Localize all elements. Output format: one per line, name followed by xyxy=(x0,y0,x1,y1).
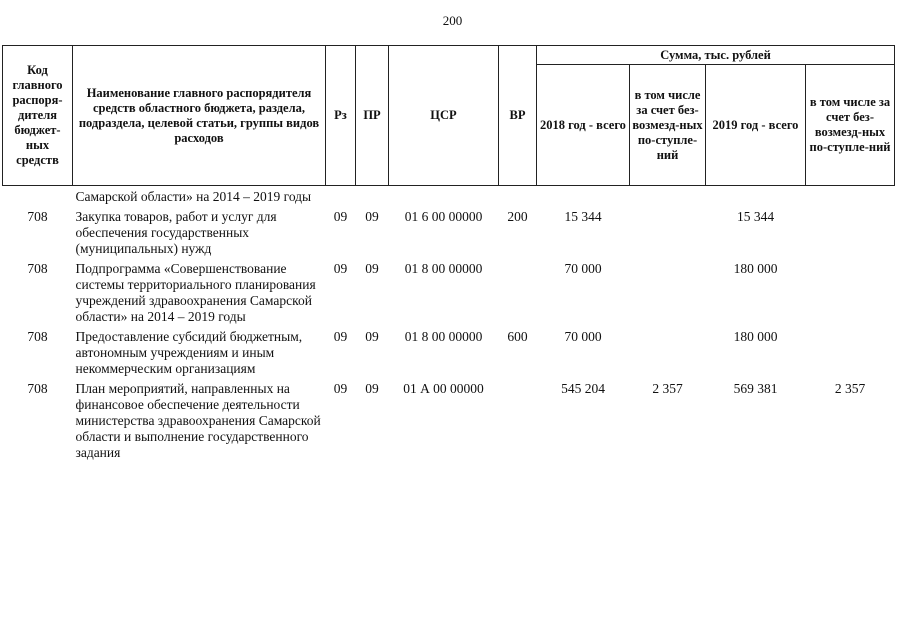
cell-vr: 600 xyxy=(507,329,528,344)
header-code: Код главного распоря-дителя бюджет-ных средств xyxy=(3,46,73,186)
cell-csr xyxy=(389,186,499,208)
header-name: Наименование главного распорядителя средств областного бюджета, раздела, подраздела, целевой статьи, группы видов расходов xyxy=(73,46,326,186)
cell-csr: 01 8 00 00000 xyxy=(404,329,483,344)
cell-code xyxy=(3,186,73,208)
cell-rz: 09 xyxy=(333,329,348,344)
cell-2018-total xyxy=(537,186,630,208)
page-number: 200 xyxy=(442,13,463,28)
cell-2018-grants: 2 357 xyxy=(652,381,683,396)
cell-2019-grants xyxy=(806,207,895,259)
cell-csr: 01 6 00 00000 xyxy=(404,209,483,224)
cell-code: 708 xyxy=(27,261,48,276)
table-row xyxy=(3,207,895,259)
header-csr: ЦСР xyxy=(389,46,499,186)
cell-2018-total: 70 000 xyxy=(564,329,602,344)
cell-csr: 01 8 00 00000 xyxy=(404,261,483,276)
cell-2018-total: 70 000 xyxy=(564,261,602,276)
cell-pr: 09 xyxy=(365,329,379,344)
cell-pr: 09 xyxy=(365,209,379,224)
cell-2019-grants xyxy=(806,186,895,208)
cell-pr xyxy=(356,186,389,208)
cell-2018-grants xyxy=(630,259,706,327)
header-2018-grants: в том числе за счет без-возмезд-ных по-ступле-ний xyxy=(630,65,706,186)
table-row xyxy=(3,327,895,379)
cell-name: Самарской области» на 2014 – 2019 годы xyxy=(75,189,312,204)
table-row xyxy=(3,186,895,208)
cell-2019-grants: 2 357 xyxy=(834,381,866,396)
cell-pr: 09 xyxy=(365,381,379,396)
cell-name: Закупка товаров, работ и услуг для обеспечения государственных (муниципальных) нужд xyxy=(75,209,277,256)
cell-vr: 200 xyxy=(507,209,528,224)
cell-vr xyxy=(499,379,537,463)
cell-name: План мероприятий, направленных на финансовое обеспечение деятельности министерства здравоохранения Самарской области и выполнение государственного задания xyxy=(75,381,321,460)
cell-2019-total: 15 344 xyxy=(736,209,775,224)
cell-2018-grants xyxy=(630,186,706,208)
table-row xyxy=(3,379,895,463)
header-vr: ВР xyxy=(499,46,537,186)
cell-2019-total xyxy=(706,186,806,208)
cell-2019-total: 180 000 xyxy=(733,329,778,344)
header-2019-grants: в том числе за счет без-возмезд-ных по-ступле-ний xyxy=(806,65,895,186)
cell-2019-grants xyxy=(806,259,895,327)
table-row xyxy=(3,259,895,327)
cell-rz: 09 xyxy=(333,209,348,224)
header-rz: Рз xyxy=(326,46,356,186)
cell-2018-total: 15 344 xyxy=(564,209,602,224)
cell-code: 708 xyxy=(27,381,48,396)
cell-rz xyxy=(326,186,356,208)
cell-rz: 09 xyxy=(333,261,348,276)
cell-2019-total: 569 381 xyxy=(733,381,778,396)
cell-code: 708 xyxy=(27,209,48,224)
table-body xyxy=(3,186,895,464)
budget-table xyxy=(2,45,895,463)
cell-vr xyxy=(499,259,537,327)
cell-2019-grants xyxy=(806,327,895,379)
cell-2019-total: 180 000 xyxy=(733,261,778,276)
cell-2018-grants xyxy=(630,327,706,379)
cell-name: Предоставление субсидий бюджетным, автономным учреждениям и иным некоммерческим организациям xyxy=(75,329,303,376)
cell-code: 708 xyxy=(27,329,48,344)
cell-vr xyxy=(499,186,537,208)
header-pr: ПР xyxy=(356,46,389,186)
header-sum-group: Сумма, тыс. рублей xyxy=(537,46,895,65)
cell-csr: 01 А 00 00000 xyxy=(403,381,484,396)
cell-2018-total: 545 204 xyxy=(561,381,605,396)
header-2018-total: 2018 год - всего xyxy=(537,65,630,186)
table-header xyxy=(3,46,895,186)
cell-pr: 09 xyxy=(365,261,379,276)
cell-name: Подпрограмма «Совершенствование системы территориального планирования учреждений здравоохранения Самарской области» на 2014 – 2019 годы xyxy=(75,261,316,324)
header-2019-total: 2019 год - всего xyxy=(706,65,806,186)
cell-2018-grants xyxy=(630,207,706,259)
cell-rz: 09 xyxy=(333,381,348,396)
